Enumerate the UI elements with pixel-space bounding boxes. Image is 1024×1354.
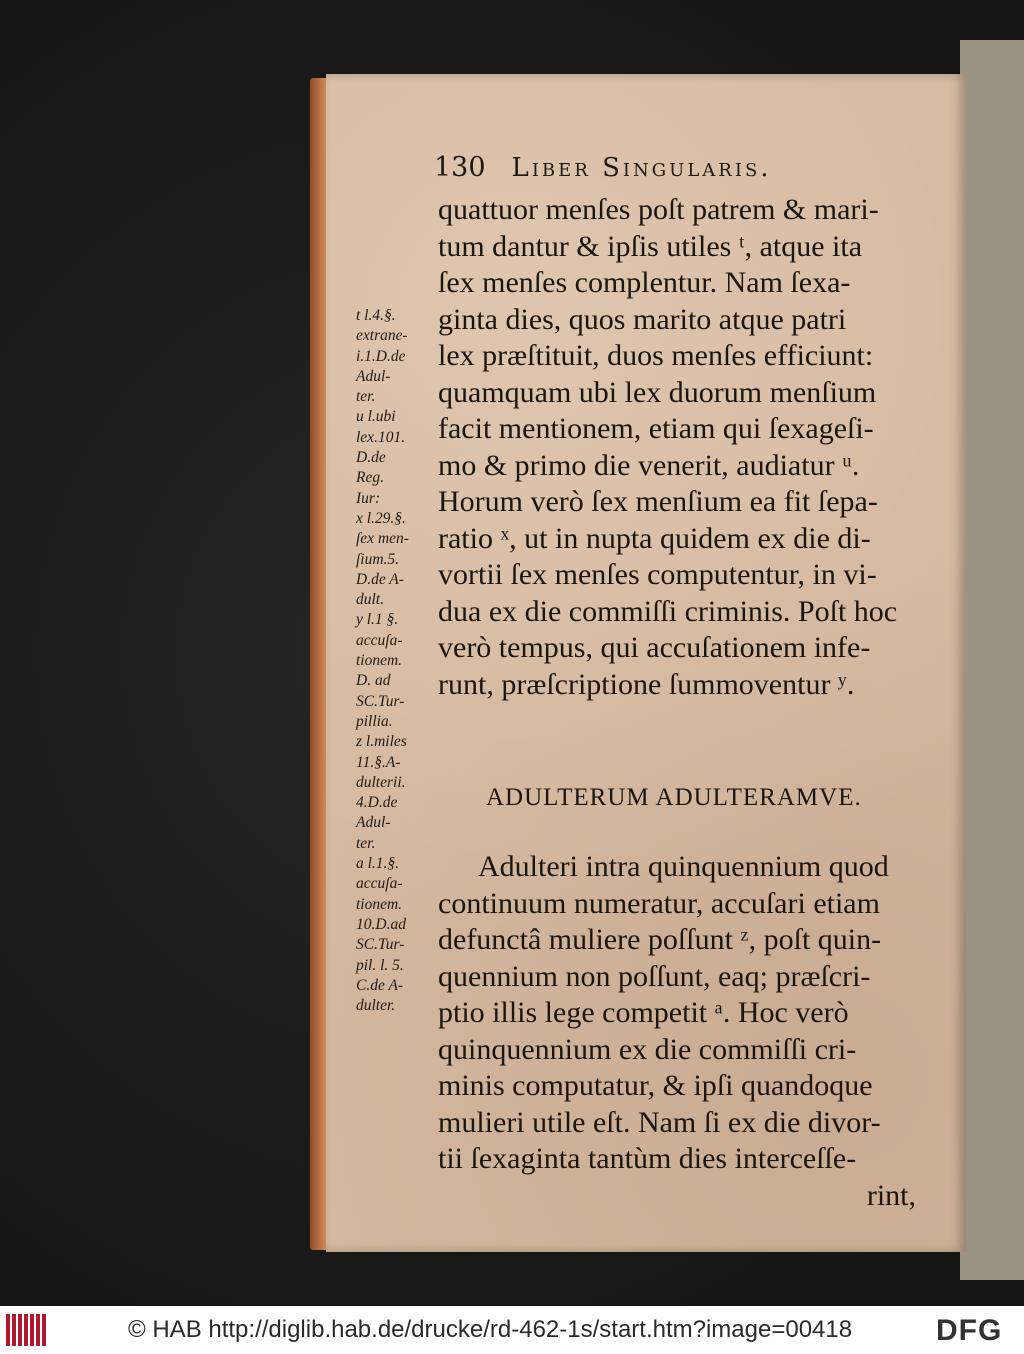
text-line: lex præſtituit, duos menſes efficiunt: xyxy=(438,339,874,372)
text-line: runt, præſcriptione ſummoventur ʸ. xyxy=(438,667,855,701)
margin-note-line: SC.Tur- xyxy=(356,692,405,710)
text-line: mo & primo die venerit, audiatur ᵘ. xyxy=(438,448,860,482)
facing-page-edge xyxy=(960,40,1024,1280)
margin-note-line: Adul- xyxy=(356,367,391,385)
margin-note-line: t l.4.§. xyxy=(356,307,396,324)
margin-note-line: dulterii. xyxy=(356,773,406,791)
text-line: tii ſexaginta tantùm dies interceſſe- xyxy=(438,1142,857,1175)
text-line: tum dantur & ipſis utiles ᵗ, atque ita xyxy=(438,229,863,263)
margin-note-line: 4.D.de xyxy=(356,794,398,812)
text-line: ratio ˣ, ut in nupta quidem ex die di- xyxy=(438,521,871,555)
margin-note-line: accuſa- xyxy=(356,631,403,649)
text-line: vortii ſex menſes computentur, in vi- xyxy=(438,558,877,591)
margin-note-line: D. ad xyxy=(356,672,391,690)
text-line: defunctâ muliere poſſunt ᶻ, poſt quin- xyxy=(438,923,882,956)
text-line: ginta dies, quos marito atque patri xyxy=(438,302,847,336)
margin-note-line: x l.29.§. xyxy=(356,509,406,527)
text-line: dua ex die commiſſi criminis. Poſt hoc xyxy=(438,594,898,628)
margin-note-line: ſium.5. xyxy=(356,550,400,568)
book-page xyxy=(326,74,966,1252)
margin-note-line: lex.101. xyxy=(356,428,406,446)
text-line: mulieri utile eſt. Nam ſi ex die divor- xyxy=(438,1105,881,1139)
text-line: facit mentionem, etiam qui ſexageſi- xyxy=(438,412,874,445)
margin-note-line: 10.D.ad xyxy=(356,915,406,933)
margin-note-line: z l.miles xyxy=(356,733,407,751)
margin-notes xyxy=(356,306,436,1016)
margin-note-line: u l.ubi xyxy=(356,408,396,426)
text-line: ptio illis lege competit ᵃ. Hoc verò xyxy=(438,996,849,1029)
margin-note-line: a l.1.§. xyxy=(356,855,400,873)
margin-note-line: accuſa- xyxy=(356,875,403,893)
margin-note-line: i.1.D.de xyxy=(356,347,406,365)
margin-note-line: 11.§.A- xyxy=(356,753,401,771)
margin-note-line: Iur: xyxy=(356,489,381,507)
margin-note-line: dult. xyxy=(356,591,384,609)
text-line: quinquennium ex die commiſſi cri- xyxy=(438,1032,857,1066)
margin-note-line: Reg. xyxy=(356,469,384,487)
body-text xyxy=(438,192,933,703)
margin-note-line: ſex men- xyxy=(356,530,409,548)
margin-note-line: ter. xyxy=(356,834,376,852)
margin-note-line: tionem. xyxy=(356,895,403,913)
margin-note-line: pil. l. 5. xyxy=(356,956,404,974)
text-line: Horum verò ſex menſium ea fit ſepa- xyxy=(438,485,878,518)
margin-note-line: D.de A- xyxy=(356,570,404,588)
margin-note-line: extrane- xyxy=(356,327,408,345)
section-text xyxy=(438,849,938,1214)
text-line: quattuor menſes poſt patrem & mari- xyxy=(438,193,879,226)
margin-note-line: y l.1 §. xyxy=(356,611,399,629)
hab-logo-icon xyxy=(6,1314,46,1346)
section-heading: ADULTERUM ADULTERAMVE. xyxy=(486,784,862,811)
margin-note-line: SC.Tur- xyxy=(356,936,405,954)
dfg-logo: DFG xyxy=(936,1314,1003,1347)
page-number: 130 xyxy=(434,152,486,183)
margin-note-line: pillia. xyxy=(356,712,393,730)
margin-note-line: Adul- xyxy=(356,814,391,832)
text-line: rint, xyxy=(866,1178,916,1212)
margin-note-line: dulter. xyxy=(356,997,396,1015)
footer-bar xyxy=(0,1306,1024,1354)
margin-note-line: tionem. xyxy=(356,652,403,670)
text-line: quennium non poſſunt, eaq; præſcri- xyxy=(438,959,871,993)
source-url-link[interactable]: © HAB http://diglib.hab.de/drucke/rd-462-1s/start.htm?image=00418 xyxy=(128,1316,853,1343)
margin-note-line: ter. xyxy=(356,388,376,406)
text-line: minis computatur, & ipſi quandoque xyxy=(438,1069,873,1102)
margin-note-line: C.de A- xyxy=(356,976,404,994)
text-line: continuum numeratur, accuſari etiam xyxy=(438,886,880,920)
margin-note-line: D.de xyxy=(356,449,386,467)
running-header xyxy=(434,152,934,192)
text-line: Adulteri intra quinquennium quod xyxy=(478,850,889,883)
text-line: quamquam ubi lex duorum menſium xyxy=(438,375,877,409)
text-line: verò tempus, qui accuſationem infe- xyxy=(438,631,871,664)
text-line: ſex menſes complentur. Nam ſexa- xyxy=(438,266,851,299)
running-title: Liber Singularis. xyxy=(511,153,772,183)
